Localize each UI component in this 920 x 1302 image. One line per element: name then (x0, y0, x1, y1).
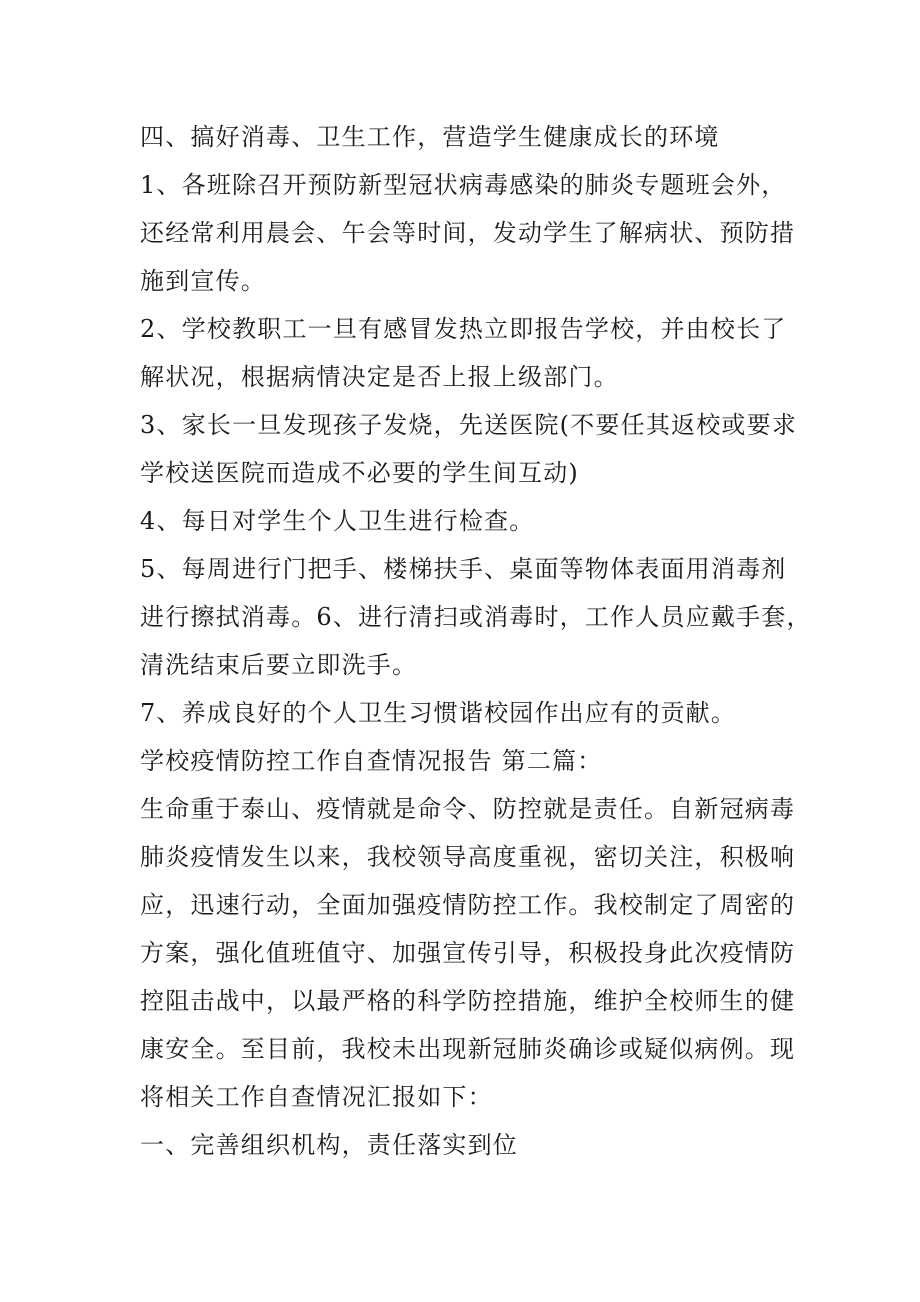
paragraph-line: 控阻击战中，以最严格的科学防控措施，维护全校师生的健 (140, 987, 796, 1015)
section-heading-1: 一、完善组织机构，责任落实到位 (140, 1131, 518, 1159)
paragraph-line: 学校送医院而造成不必要的学生间互动) (140, 459, 579, 487)
paragraph-line: 解状况，根据病情决定是否上报上级部门。 (140, 363, 619, 391)
paragraph-line: 3、家长一旦发现孩子发烧，先送医院(不要任其返校或要求 (140, 411, 798, 439)
paragraph-line: 2、学校教职工一旦有感冒发热立即报告学校，并由校长了 (140, 315, 787, 343)
paragraph-line: 生命重于泰山、疫情就是命令、防控就是责任。自新冠病毒 (140, 795, 796, 823)
paragraph-line: 施到宣传。 (140, 267, 266, 295)
paragraph-line: 清洗结束后要立即洗手。 (140, 651, 418, 679)
paragraph-line: 将相关工作自查情况汇报如下： (140, 1083, 493, 1111)
paragraph-line: 肺炎疫情发生以来，我校领导高度重视，密切关注，积极响 (140, 843, 796, 871)
paragraph-line: 方案，强化值班值守、加强宣传引导，积极投身此次疫情防 (140, 939, 796, 967)
paragraph-line: 还经常利用晨会、午会等时间，发动学生了解病状、预防措 (140, 219, 796, 247)
paragraph-line: 进行擦拭消毒。6、进行清扫或消毒时，工作人员应戴手套， (140, 603, 812, 631)
section-title-part-2: 学校疫情防控工作自查情况报告 第二篇： (140, 747, 603, 775)
paragraph-line: 应，迅速行动，全面加强疫情防控工作。我校制定了周密的 (140, 891, 796, 919)
paragraph-line: 4、每日对学生个人卫生进行检查。 (140, 507, 535, 535)
paragraph-line: 1、各班除召开预防新型冠状病毒感染的肺炎专题班会外， (140, 171, 787, 199)
paragraph-line: 7、养成良好的个人卫生习惯谐校园作出应有的贡献。 (140, 699, 737, 727)
section-heading-4: 四、搞好消毒、卫生工作，营造学生健康成长的环境 (140, 123, 720, 151)
paragraph-line: 康安全。至目前，我校未出现新冠肺炎确诊或疑似病例。现 (140, 1035, 796, 1063)
paragraph-line: 5、每周进行门把手、楼梯扶手、桌面等物体表面用消毒剂 (140, 555, 787, 583)
